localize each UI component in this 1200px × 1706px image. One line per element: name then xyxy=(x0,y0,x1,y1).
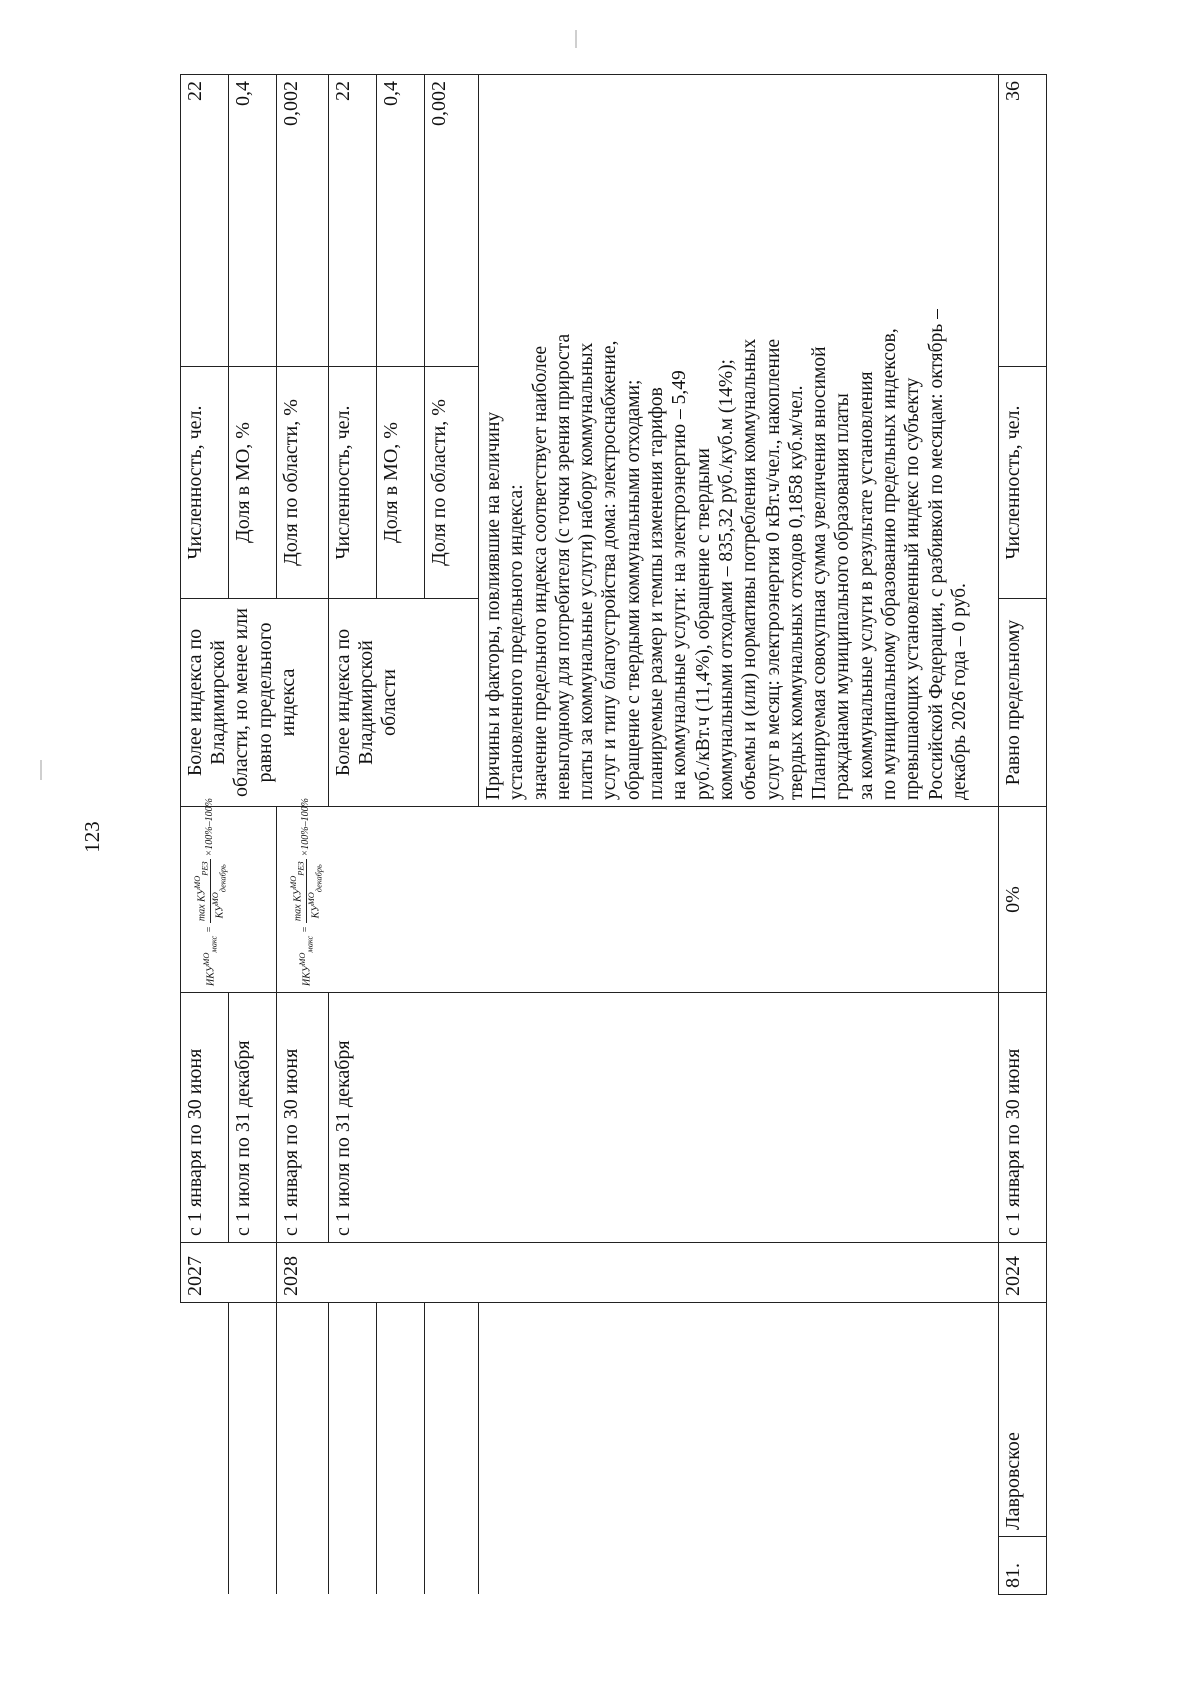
scan-mark xyxy=(40,760,42,780)
row-number-cell xyxy=(181,1537,229,1595)
municipality-cell xyxy=(229,1303,277,1537)
reasons-line: невыгодному для потребителя (с точки зрения прироста xyxy=(552,333,574,800)
indicator-cell: Численность, чел. xyxy=(999,367,1047,599)
page-number: 123 xyxy=(80,821,104,853)
municipality-cell xyxy=(277,1303,329,1537)
max-index-formula: $ИКУ^{МО}_{макс}$ = $\max КУ^{МО}_{РЕЗ}$ $КУ^{МО}_{декабрь}$ ×100%–100% xyxy=(193,798,227,986)
period-cell: с 1 июля по 31 декабря xyxy=(229,993,277,1243)
reasons-line: декабрь 2026 года – 0 руб. xyxy=(948,583,970,800)
reasons-line: за коммунальные услуги в результате установления xyxy=(855,371,877,800)
index-value-cell: 0% xyxy=(999,807,1047,993)
municipality-cell: Лавровское xyxy=(999,1303,1047,1537)
indicator-cell: Численность, чел. xyxy=(329,367,377,599)
reasons-line: планируемые размер и темпы изменения тарифов xyxy=(646,387,668,800)
reasons-line: превышающих установленный индекс по субъекту xyxy=(902,377,924,800)
indicator-cell: Доля в МО, % xyxy=(377,367,425,599)
max-index-formula: $ИКУ^{МО}_{макс}$ = $\max КУ^{МО}_{РЕЗ}$ $КУ^{МО}_{декабрь}$ ×100%–100% xyxy=(289,798,323,986)
value-cell: 36 xyxy=(999,75,1047,367)
year-cell xyxy=(329,1243,999,1303)
table-row xyxy=(181,75,229,1595)
municipality-cell xyxy=(377,1303,425,1537)
tariff-index-table xyxy=(180,74,1047,1595)
reasons-line: объемы и (или) нормативы потребления коммунальных xyxy=(739,338,761,800)
reasons-line: на коммунальные услуги: на электроэнергию – 5,49 xyxy=(669,370,691,800)
period-cell: с 1 января по 30 июня xyxy=(181,993,229,1243)
reasons-line: руб./кВт.ч (11,4%), обращение с твердыми xyxy=(692,448,714,800)
row-number-cell xyxy=(277,1537,329,1595)
indicator-cell: Численность, чел. xyxy=(181,367,229,599)
year-cell: 2024 xyxy=(999,1243,1047,1303)
reasons-line: коммунальными отходами – 835,32 руб./куб.м (14%); xyxy=(715,359,737,800)
formula-cell xyxy=(277,798,999,993)
row-number-cell xyxy=(377,1537,425,1595)
indicator-cell: Доля по области, % xyxy=(425,367,479,599)
reasons-line: значение предельного индекса соответствует наиболее xyxy=(529,345,551,800)
value-cell: 0,002 xyxy=(425,75,479,367)
indicator-cell: Доля по области, % xyxy=(277,367,329,599)
reasons-line: по муниципальному образованию предельных индексов, xyxy=(879,328,901,800)
value-cell: 0,002 xyxy=(277,75,329,367)
value-cell: 0,4 xyxy=(377,75,425,367)
reasons-line: гражданами муниципального образования платы xyxy=(832,393,854,800)
period-cell: с 1 июля по 31 декабря xyxy=(329,993,999,1243)
row-number-cell xyxy=(229,1537,277,1595)
value-cell: 22 xyxy=(181,75,229,367)
period-cell: с 1 января по 30 июня xyxy=(277,993,329,1243)
formula-cell xyxy=(181,798,277,993)
reasons-line: услуг и типу благоустройства дома: электроснабжение, xyxy=(599,340,621,800)
criterion-cell: Более индекса по Владимирской области, но менее или равно предельного индекса xyxy=(181,599,329,807)
reasons-line: Российской Федерации, с разбивкой по месяцам: октябрь – xyxy=(925,309,947,800)
reasons-line: твердых коммунальных отходов 0,1858 куб.м/чел. xyxy=(785,385,807,800)
municipality-cell xyxy=(181,1303,229,1537)
reasons-line: установленного предельного индекса: xyxy=(506,484,528,800)
municipality-cell xyxy=(329,1303,377,1537)
period-cell: с 1 января по 30 июня xyxy=(999,993,1047,1243)
year-cell: 2028 xyxy=(277,1243,329,1303)
reasons-line: услуг в месяц: электроэнергия 0 кВт.ч/чел., накопление xyxy=(762,338,784,800)
row-number-cell xyxy=(425,1537,479,1595)
municipality-cell xyxy=(425,1303,479,1537)
criterion-cell: Равно предельному xyxy=(999,599,1047,807)
row-number-cell xyxy=(329,1537,377,1595)
row-number-cell xyxy=(479,1537,999,1595)
year-cell xyxy=(229,1243,277,1303)
reasons-line: платы за коммунальные услуги) набору коммунальных xyxy=(576,342,598,800)
criterion-cell: Более индекса по Владимирской области xyxy=(329,599,479,807)
reasons-line: обращение с твердыми коммунальными отходами; xyxy=(622,379,644,800)
value-cell: 22 xyxy=(329,75,377,367)
reasons-line: Причины и факторы, повлиявшие на величину xyxy=(483,411,504,800)
reasons-text-cell xyxy=(479,75,999,807)
scan-mark xyxy=(575,30,577,48)
table-row xyxy=(999,75,1047,1595)
year-cell: 2027 xyxy=(181,1243,229,1303)
reasons-line: Планируемая совокупная сумма увеличения вносимой xyxy=(809,346,831,800)
indicator-cell: Доля в МО, % xyxy=(229,367,277,599)
value-cell: 0,4 xyxy=(229,75,277,367)
row-number-cell: 81. xyxy=(999,1537,1047,1595)
municipality-cell xyxy=(479,1303,999,1537)
table-row xyxy=(277,75,329,1595)
rotated-table-region xyxy=(180,75,1050,1595)
